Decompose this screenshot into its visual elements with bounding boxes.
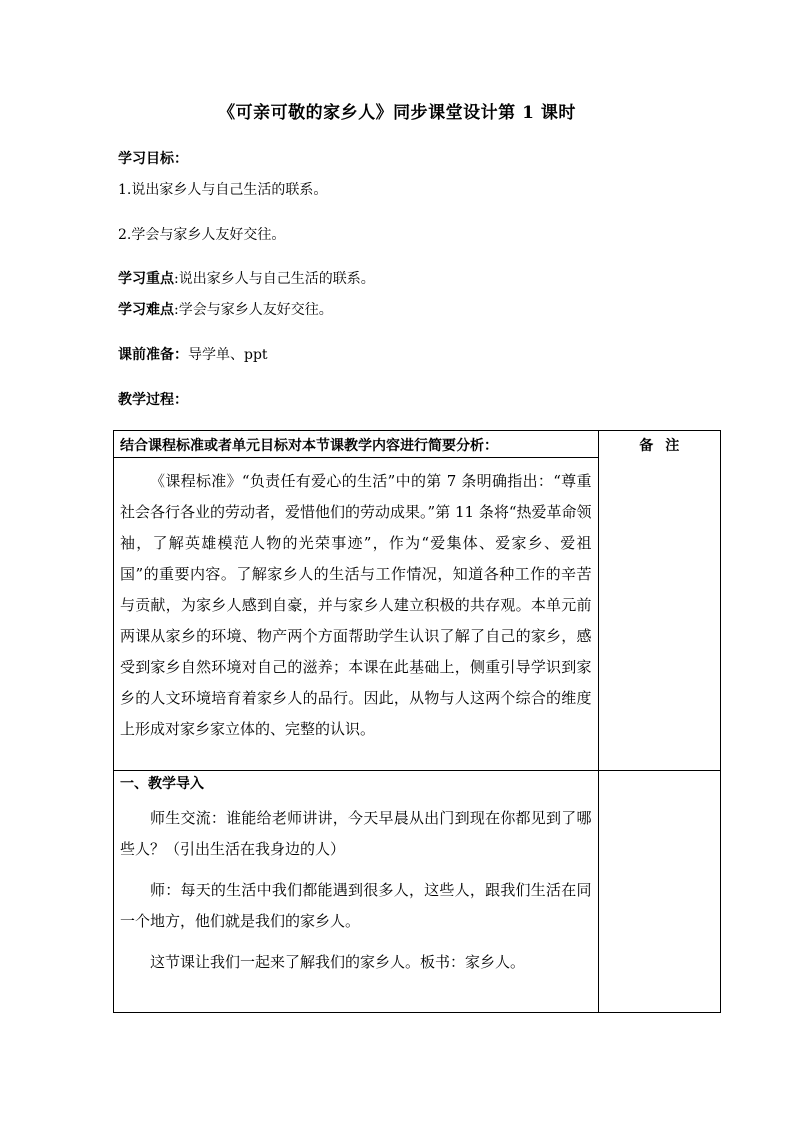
intro-paragraph-2: 师：每天的生活中我们都能遇到很多人，这些人，跟我们生活在同一个地方，他们就是我们的家乡人。 xyxy=(120,881,592,930)
intro-paragraph-1: 师生交流：谁能给老师讲讲，今天早晨从出门到现在你都见到了哪些人？（引出生活在我身边的人） xyxy=(120,809,592,858)
analysis-header: 结合课程标准或者单元目标对本节课教学内容进行简要分析： xyxy=(120,438,498,454)
objectives-label: 学习目标： xyxy=(118,151,188,167)
intro-cell xyxy=(114,771,599,1013)
notes-column xyxy=(598,431,721,771)
intro-paragraph-3: 这节课让我们一起来了解我们的家乡人。板书：家乡人。 xyxy=(150,953,526,971)
objective-item-1: 1.说出家乡人与自己生活的联系。 xyxy=(118,182,328,198)
intro-row xyxy=(114,771,721,1013)
preparation-line xyxy=(118,344,268,364)
lesson-table xyxy=(113,430,721,1013)
difficulty-text: :学会与家乡人友好交往。 xyxy=(174,302,333,318)
section1-header: 一、教学导入 xyxy=(120,776,204,792)
intro-notes-cell xyxy=(598,771,721,1013)
page-title: 《可亲可敬的家乡人》同步课堂设计第 1 课时 xyxy=(218,103,576,123)
difficulty-line xyxy=(118,299,333,319)
key-point-text: :说出家乡人与自己生活的联系。 xyxy=(174,271,375,287)
analysis-cell xyxy=(114,458,599,771)
key-point-label: 学习重点 xyxy=(118,271,174,287)
preparation-label: 课前准备： xyxy=(118,347,188,363)
process-label: 教学过程： xyxy=(118,392,188,408)
table-header-row xyxy=(114,431,721,458)
difficulty-label: 学习难点 xyxy=(118,302,174,318)
key-point-line xyxy=(118,268,375,288)
preparation-text: 导学单、ppt xyxy=(188,347,268,363)
analysis-header-cell xyxy=(114,431,599,458)
objective-item-2: 2.学会与家乡人友好交往。 xyxy=(118,227,286,243)
analysis-text: 《课程标准》“负责任有爱心的生活”中的第 7 条明确指出：“尊重社会各行各业的劳动者，爱惜他们的劳动成果。”第 11 条将“热爱革命领袖，了解英雄模范人物的光荣事迹”，作为“爱集体、爱家乡、爱祖国”的重要内容。了解家乡人的生活与工作情况，知道各种工作的辛苦与贡献，为家乡人感到自豪，并与家乡人建立积极的共存观。本单元前两课从家乡的环境、物产两个方面帮助学生认识了解了自己的家乡，感受到家乡自然环境对自己的滋养；本课在此基础上，侧重引导学识到家乡的人文环境培育着家乡人的品行。因此，从物与人这两个综合的维度上形成对家乡家立体的、完整的认识。 xyxy=(120,472,592,738)
notes-header: 备注 xyxy=(639,438,692,454)
